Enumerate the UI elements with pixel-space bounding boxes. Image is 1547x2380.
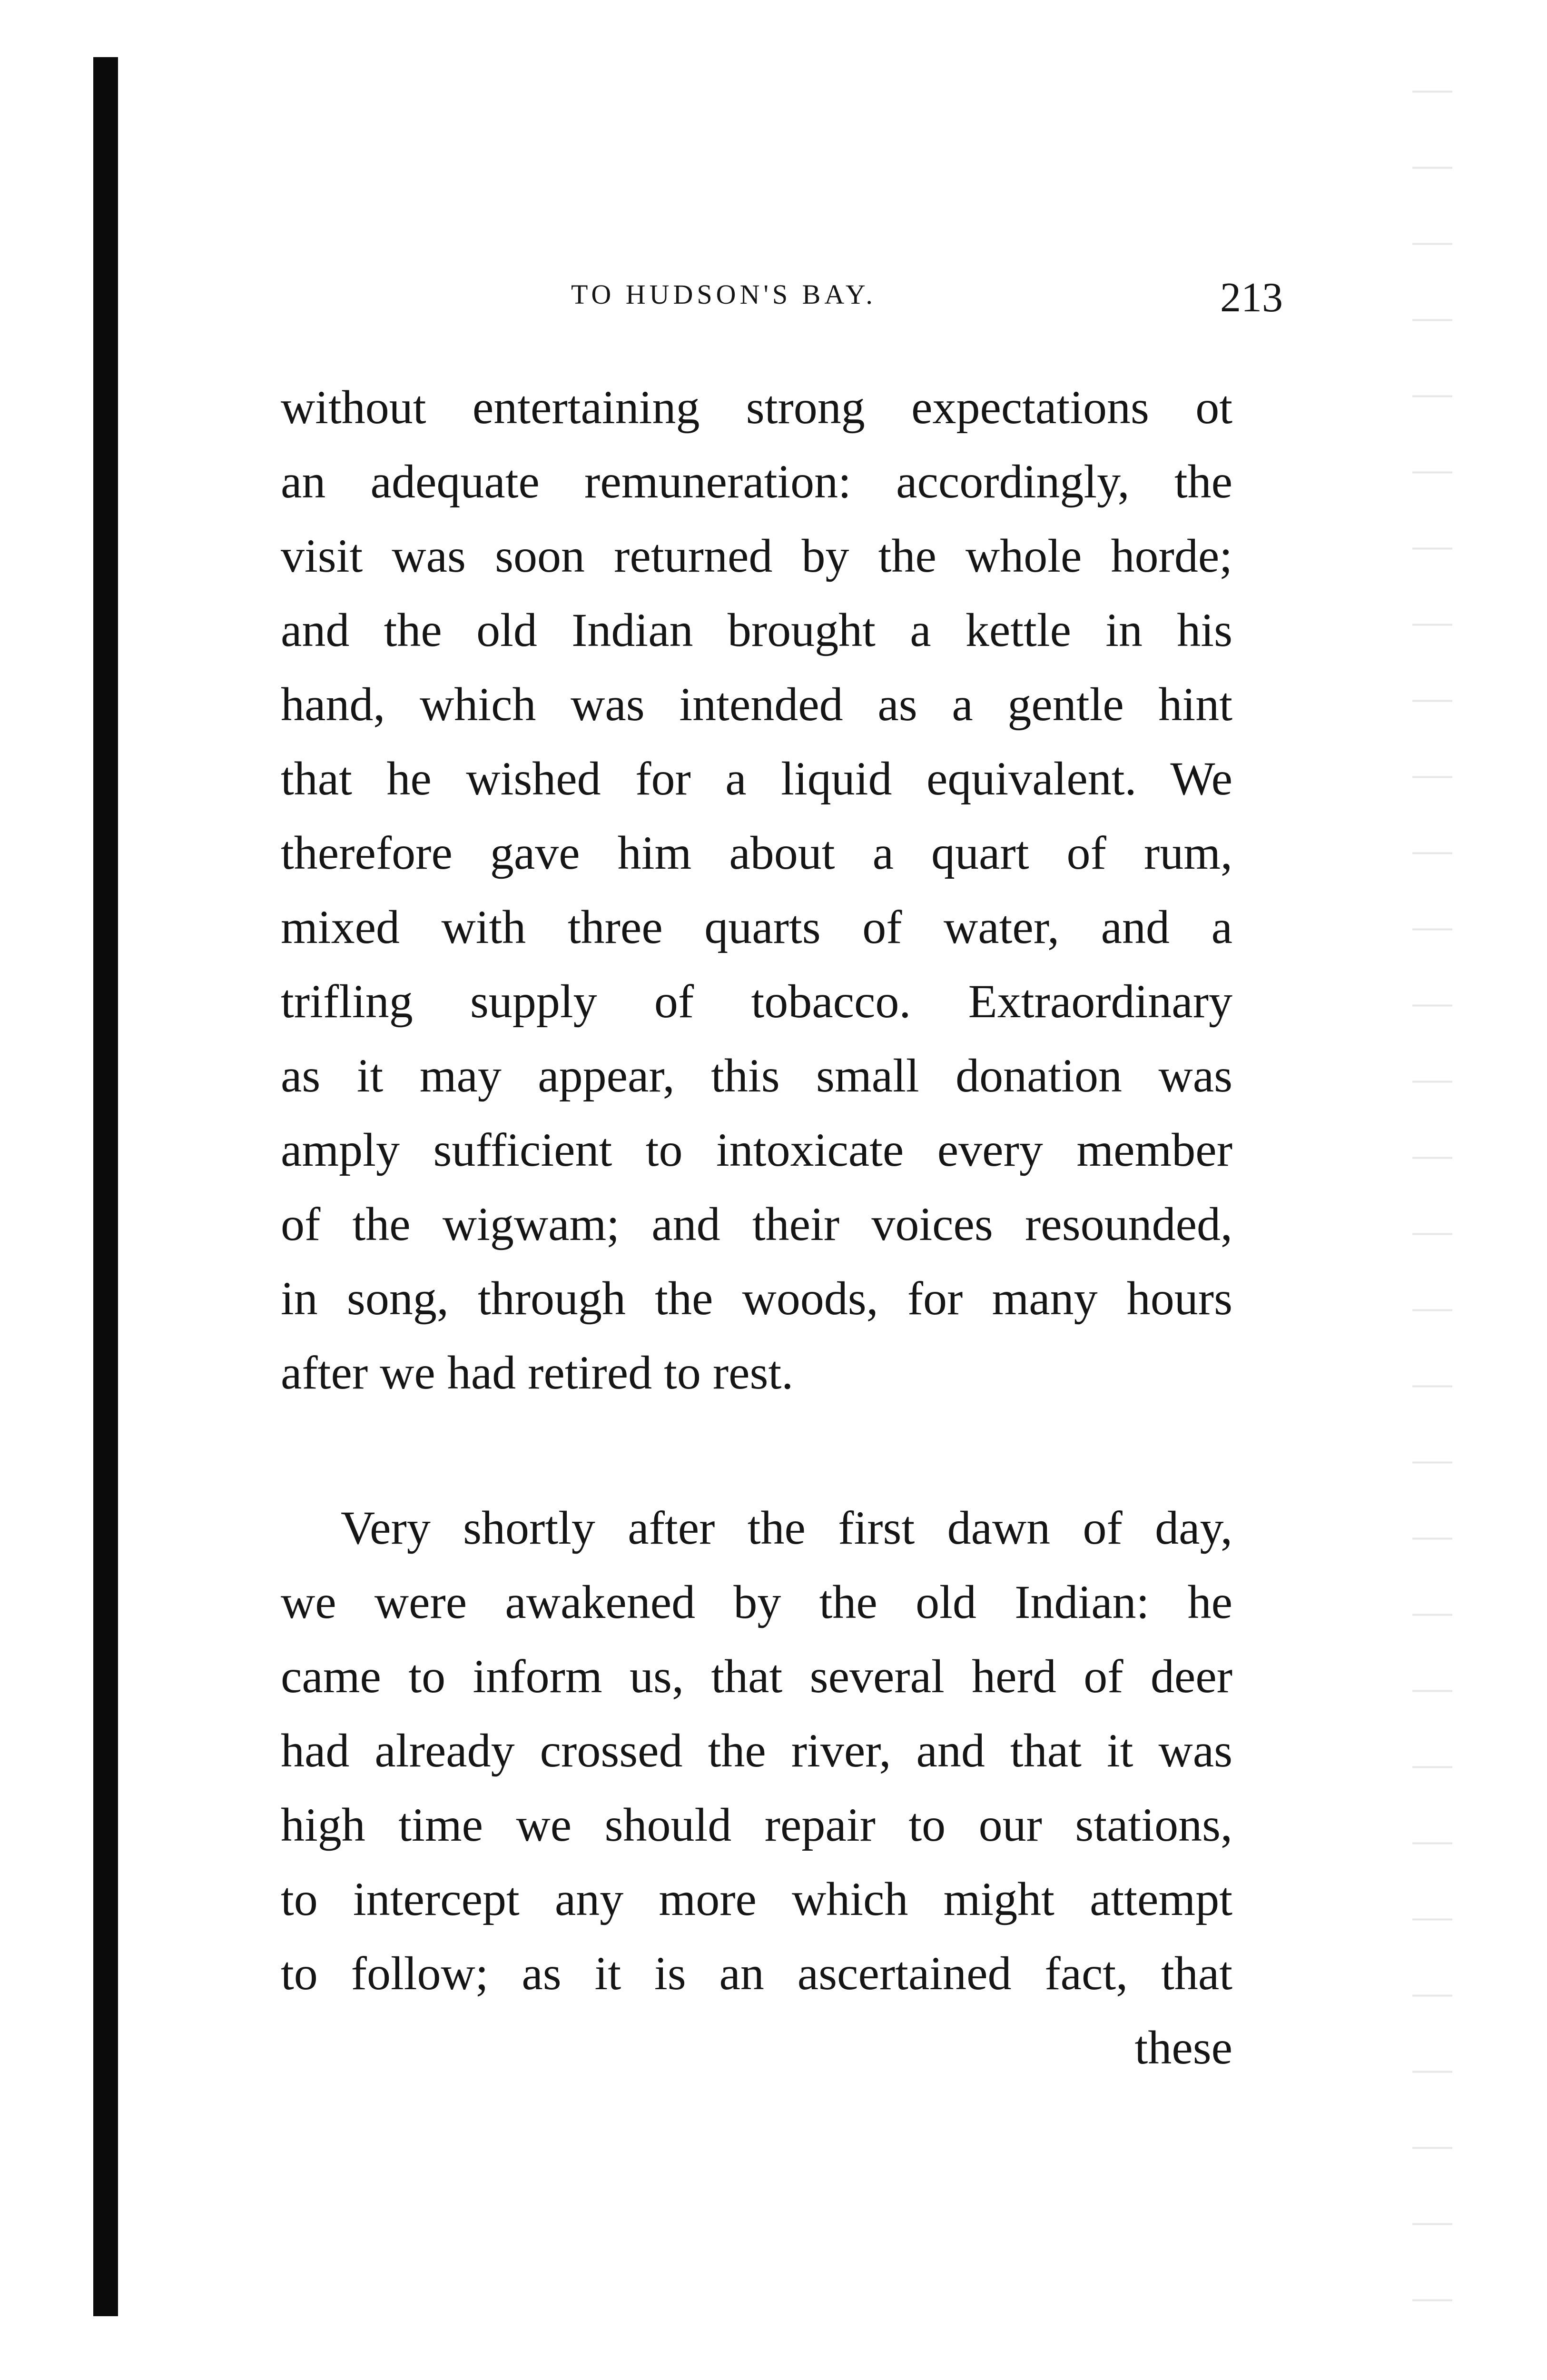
- text-line: an adequate remuneration: accordingly, the: [281, 455, 1232, 508]
- text-line: to intercept any more which might attempt: [281, 1873, 1232, 1925]
- body-text: [281, 370, 1232, 2085]
- text-line: visit was soon returned by the whole horde;: [281, 529, 1232, 582]
- page-number: 213: [1220, 275, 1283, 321]
- paragraph-1: [281, 370, 1232, 1410]
- binding-shadow: [93, 57, 118, 2316]
- text-line: after we had retired to rest.: [281, 1346, 794, 1399]
- text-line: Very shortly after the first dawn of day,: [341, 1501, 1232, 1554]
- paragraph-gap: [281, 1410, 1232, 1491]
- text-line: as it may appear, this small donation was: [281, 1049, 1232, 1102]
- text-line: trifling supply of tobacco. Extraordinary: [281, 975, 1232, 1028]
- text-line: mixed with three quarts of water, and a: [281, 901, 1232, 953]
- page-edge-speckle: [1412, 57, 1452, 2328]
- paragraph-2: [281, 1491, 1232, 2011]
- text-line: high time we should repair to our stations,: [281, 1798, 1232, 1851]
- text-line: came to inform us, that several herd of deer: [281, 1650, 1232, 1703]
- text-line: and the old Indian brought a kettle in his: [281, 604, 1232, 656]
- text-line: to follow; as it is an ascertained fact, that: [281, 1947, 1232, 2000]
- catchword-row: [281, 2011, 1232, 2085]
- catchword: these: [1134, 2021, 1232, 2074]
- text-line: had already crossed the river, and that it was: [281, 1724, 1232, 1777]
- running-head: TO HUDSON'S BAY.: [571, 279, 877, 310]
- text-line: therefore gave him about a quart of rum,: [281, 826, 1232, 879]
- text-line: we were awakened by the old Indian: he: [281, 1576, 1232, 1628]
- text-line: that he wished for a liquid equivalent. We: [281, 752, 1232, 805]
- text-line: hand, which was intended as a gentle hint: [281, 678, 1232, 731]
- text-line: amply sufficient to intoxicate every member: [281, 1123, 1232, 1176]
- text-line: without entertaining strong expectations ot: [281, 381, 1232, 434]
- text-line: in song, through the woods, for many hours: [281, 1272, 1232, 1325]
- text-line: of the wigwam; and their voices resounded,: [281, 1198, 1232, 1250]
- page-header: [571, 275, 1283, 333]
